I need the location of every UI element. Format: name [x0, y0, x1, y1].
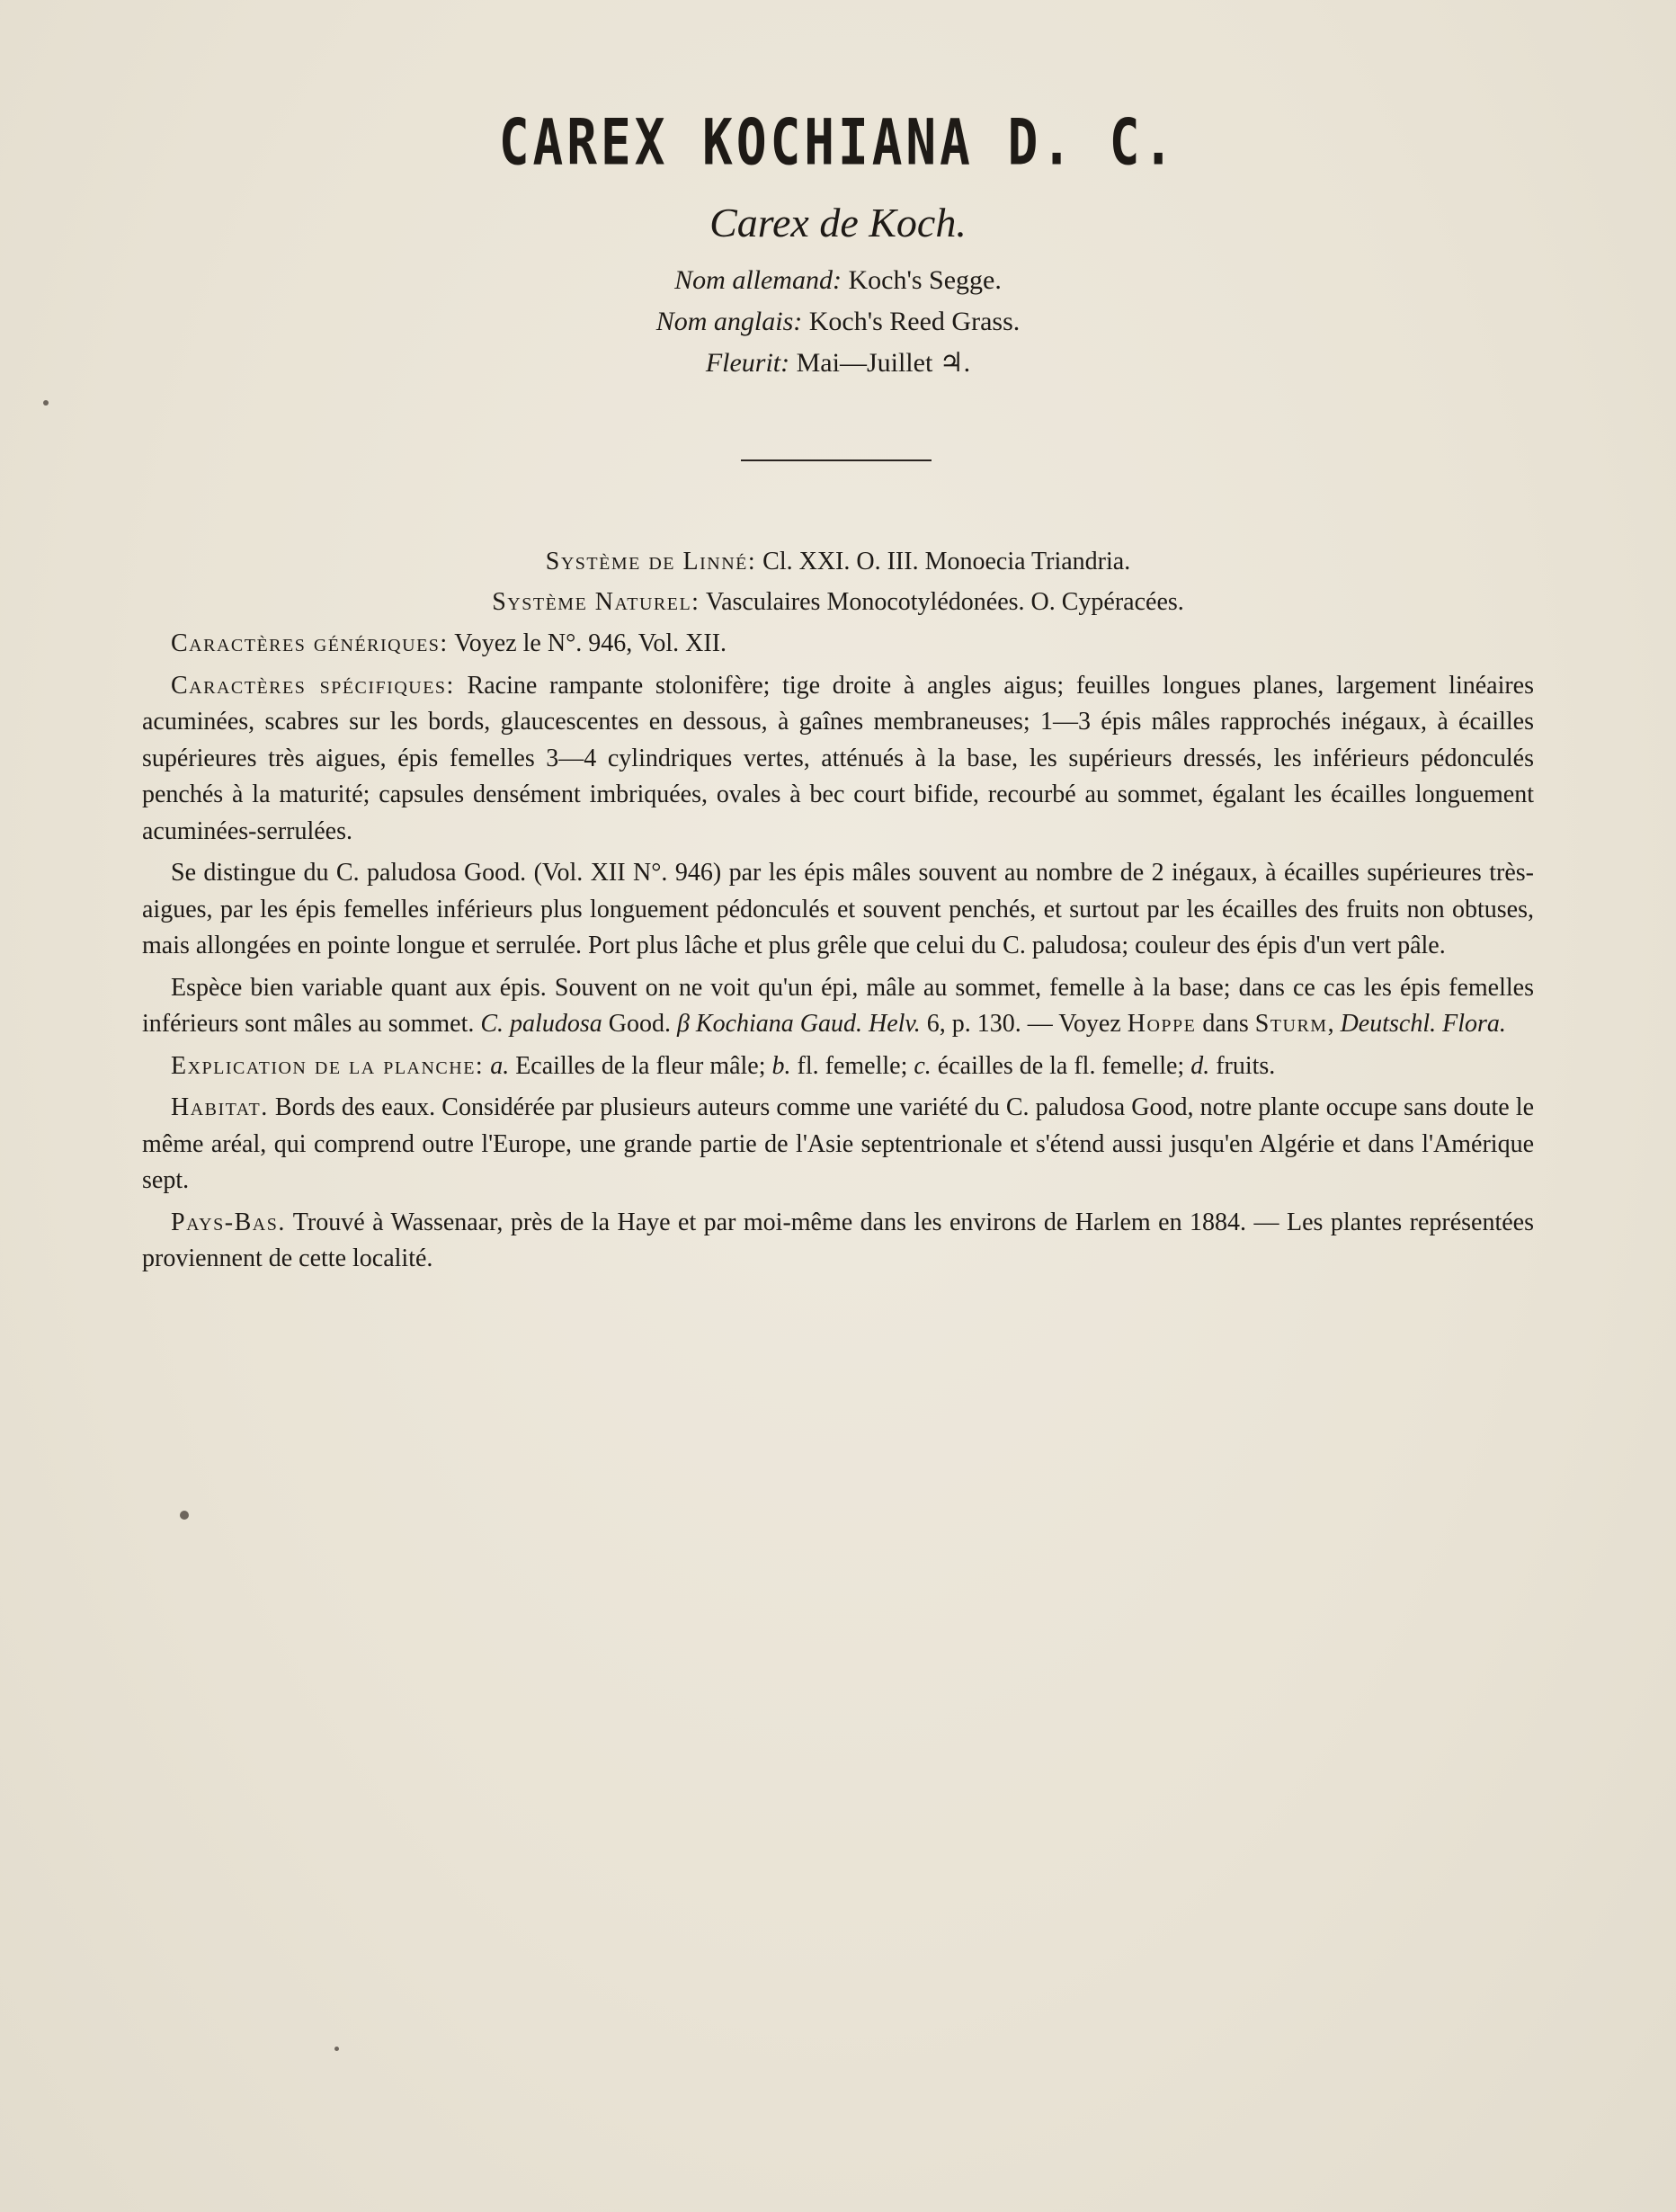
generic-text: Voyez le N°. 946, Vol. XII.: [454, 629, 727, 657]
variability-paragraph: [142, 970, 1534, 1043]
speck-mark: [334, 2047, 339, 2051]
variability-text-a: Espèce bien variable quant aux épis. Souvent on ne voit qu'un épi, mâle au sommet, femelle à la base; dans ce cas les épis femelles inférieurs sont mâles au sommet.: [142, 973, 1534, 1038]
variability-text-e: ,: [1327, 1010, 1334, 1038]
variability-ital-a: C. paludosa: [480, 1010, 602, 1038]
linne-system-line: [142, 544, 1534, 581]
naturel-value: Vasculaires Monocotylédonées. O. Cypéracées.: [705, 587, 1184, 616]
specific-text: Racine rampante stolonifère; tige droite à angles aigus; feuilles longues planes, largement linéaires acuminées, scabres sur les bords, glaucescentes en dessous, à gaînes membraneuses; 1—3 épis mâles rapprochés inégaux, à écailles supérieures très aigues, épis femelles 3—4 cylindriques vertes, atténués à la base, les supérieurs dressés, les inférieurs pédonculés penchés à la maturité; capsules densément imbriquées, ovales à bec court bifide, recourbé au sommet, égalant les écailles longuement acuminées-serrulées.: [142, 671, 1535, 845]
flowering-value: Mai—Juillet ♃.: [796, 348, 971, 378]
naturel-label: Système Naturel:: [492, 587, 700, 616]
german-name-label: Nom allemand:: [674, 265, 842, 295]
paysbas-label: Pays-Bas.: [171, 1208, 286, 1236]
explanation-a: a.: [490, 1051, 510, 1080]
generic-label: Caractères génériques:: [171, 629, 449, 657]
author-hoppe: Hoppe: [1127, 1010, 1197, 1038]
header: [0, 108, 1676, 378]
body-text: [142, 544, 1534, 1283]
english-name-label: Nom anglais:: [655, 307, 803, 336]
flowering-line: [0, 349, 1676, 378]
variability-text-d: dans: [1202, 1010, 1249, 1038]
generic-characters-paragraph: [142, 626, 1534, 663]
distinction-paragraph: [142, 855, 1534, 965]
distinction-text: Se distingue du C. paludosa Good. (Vol. XII N°. 946) par les épis mâles souvent au nombre de 2 inégaux, à écailles supérieures très-aigues, par les épis femelles inférieurs plus longuement pédonculés et souvent penchés, et surtout par les écailles des fruits non obtuses, mais allongées en pointe longue et serrulée. Port plus lâche et plus grêle que celui du C. paludosa; couleur des épis d'un vert pâle.: [142, 859, 1534, 959]
paysbas-text: Trouvé à Wassenaar, près de la Haye et par moi-même dans les environs de Harlem en 1884. — Les plantes représentées proviennent de cette localité.: [142, 1208, 1534, 1272]
english-name-line: [0, 308, 1676, 336]
english-name-value: Koch's Reed Grass.: [808, 307, 1021, 336]
variability-text-c: 6, p. 130. — Voyez: [926, 1010, 1121, 1038]
flora-title: Deutschl. Flora.: [1340, 1010, 1506, 1038]
variability-ital-b: β Kochiana Gaud. Helv.: [676, 1010, 921, 1038]
german-name-line: [0, 266, 1676, 295]
explanation-label: Explication de la planche:: [171, 1051, 485, 1080]
variability-text-b: Good.: [608, 1010, 671, 1038]
explanation-a-text: Ecailles de la fleur mâle;: [515, 1051, 766, 1080]
author-sturm: Sturm: [1254, 1010, 1328, 1038]
explanation-d-text: fruits.: [1216, 1051, 1276, 1080]
plate-explanation-paragraph: [142, 1048, 1534, 1085]
explanation-b-text: fl. femelle;: [797, 1051, 908, 1080]
habitat-paragraph: [142, 1090, 1534, 1200]
explanation-d: d.: [1190, 1051, 1210, 1080]
linne-value: Cl. XXI. O. III. Monoecia Triandria.: [762, 548, 1131, 575]
speck-mark: [180, 1511, 189, 1520]
habitat-text: Bords des eaux. Considérée par plusieurs auteurs comme une variété du C. paludosa Good, notre plante occupe sans doute le même aréal, qui comprend outre l'Europe, une grande partie de l'Asie septentrionale et s'étend aussi jusqu'en Algérie et dans l'Amérique sept.: [142, 1093, 1535, 1194]
speck-mark: [43, 400, 49, 406]
divider-rule: [741, 459, 932, 461]
page-title: CAREX KOCHIANA D. C.: [498, 106, 1178, 180]
specific-characters-paragraph: [142, 668, 1534, 851]
explanation-c-text: écailles de la fl. femelle;: [937, 1051, 1185, 1080]
paysbas-paragraph: [142, 1205, 1534, 1278]
habitat-label: Habitat.: [171, 1093, 269, 1121]
flowering-label: Fleurit:: [705, 348, 790, 378]
explanation-b: b.: [771, 1051, 791, 1080]
german-name-value: Koch's Segge.: [848, 265, 1002, 295]
explanation-c: c.: [914, 1051, 932, 1080]
linne-label: Système de Linné:: [545, 548, 757, 575]
natural-system-line: [142, 584, 1534, 621]
specific-label: Caractères spécifiques:: [171, 671, 455, 700]
page-subtitle: Carex de Koch.: [709, 200, 967, 245]
